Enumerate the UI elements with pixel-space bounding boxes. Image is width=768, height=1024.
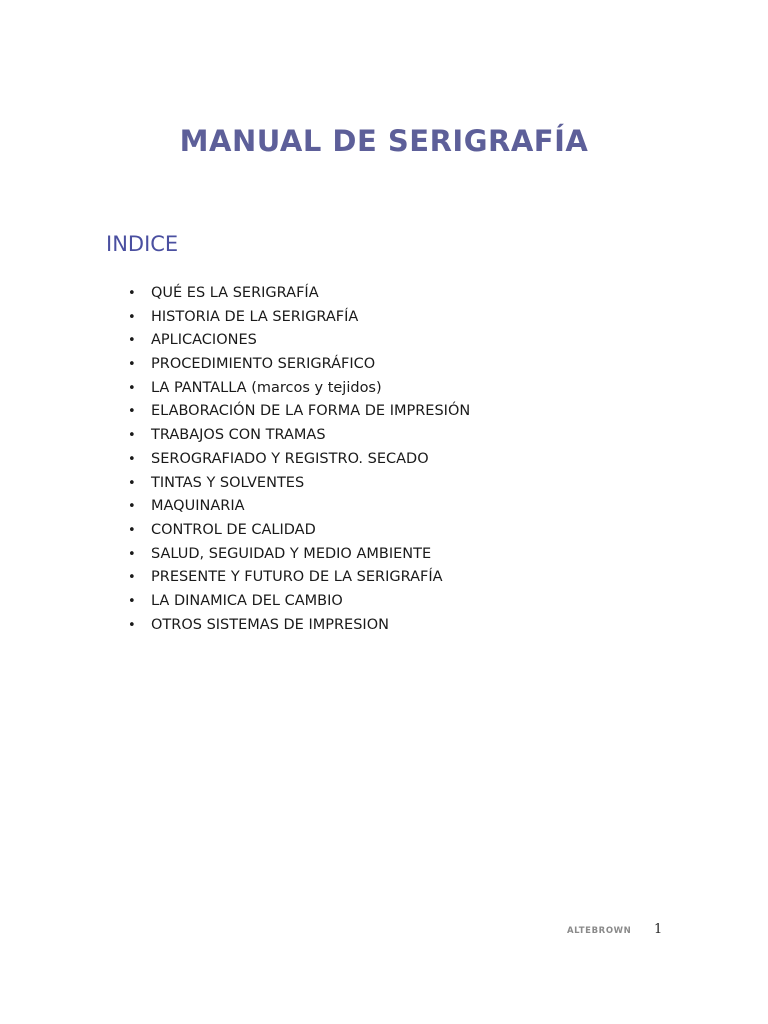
bullet-icon: • bbox=[128, 428, 136, 444]
bullet-icon: • bbox=[128, 522, 136, 538]
toc-item-label: LA PANTALLA (marcos y tejidos) bbox=[151, 379, 382, 396]
toc-item-label: LA DINAMICA DEL CAMBIO bbox=[151, 592, 343, 609]
toc-item-label: TRABAJOS CON TRAMAS bbox=[151, 427, 326, 444]
bullet-icon: • bbox=[128, 286, 136, 301]
toc-item-label: MAQUINARIA bbox=[151, 498, 245, 515]
document-title: MANUAL DE SERIGRAFÍA bbox=[179, 124, 589, 158]
toc-item-label: TINTAS Y SOLVENTES bbox=[151, 474, 305, 491]
toc-item-label: SALUD, SEGUIDAD Y MEDIO AMBIENTE bbox=[151, 545, 432, 562]
bullet-icon: • bbox=[128, 451, 136, 467]
bullet-icon: • bbox=[128, 499, 136, 515]
bullet-icon: • bbox=[128, 309, 136, 325]
bullet-icon: • bbox=[128, 404, 136, 420]
bullet-icon: • bbox=[128, 357, 136, 373]
toc-item-label: PROCEDIMIENTO SERIGRÁFICO bbox=[151, 356, 376, 373]
bullet-icon: • bbox=[128, 333, 136, 349]
toc-item-label: QUÉ ES LA SERIGRAFÍA bbox=[151, 285, 319, 301]
toc-item-label: APLICACIONES bbox=[151, 332, 257, 349]
bullet-icon: • bbox=[128, 475, 136, 491]
toc-item-label: CONTROL DE CALIDAD bbox=[151, 521, 316, 538]
index-heading: INDICE bbox=[106, 232, 179, 256]
toc-item-label: SEROGRAFIADO Y REGISTRO. SECADO bbox=[151, 450, 429, 467]
bullet-icon: • bbox=[128, 380, 136, 396]
toc-item-label: HISTORIA DE LA SERIGRAFÍA bbox=[151, 308, 359, 325]
toc-item-label: ELABORACIÓN DE LA FORMA DE IMPRESIÓN bbox=[151, 403, 471, 420]
toc-item-label: OTROS SISTEMAS DE IMPRESION bbox=[151, 616, 389, 633]
bullet-icon: • bbox=[128, 570, 136, 586]
bullet-icon: • bbox=[128, 617, 136, 633]
bullet-icon: • bbox=[128, 593, 136, 609]
toc-item-label: PRESENTE Y FUTURO DE LA SERIGRAFÍA bbox=[151, 569, 443, 586]
footer-brand: ALTEBROWN bbox=[567, 926, 632, 936]
bullet-icon: • bbox=[128, 546, 136, 562]
page-number: 1 bbox=[654, 922, 663, 937]
